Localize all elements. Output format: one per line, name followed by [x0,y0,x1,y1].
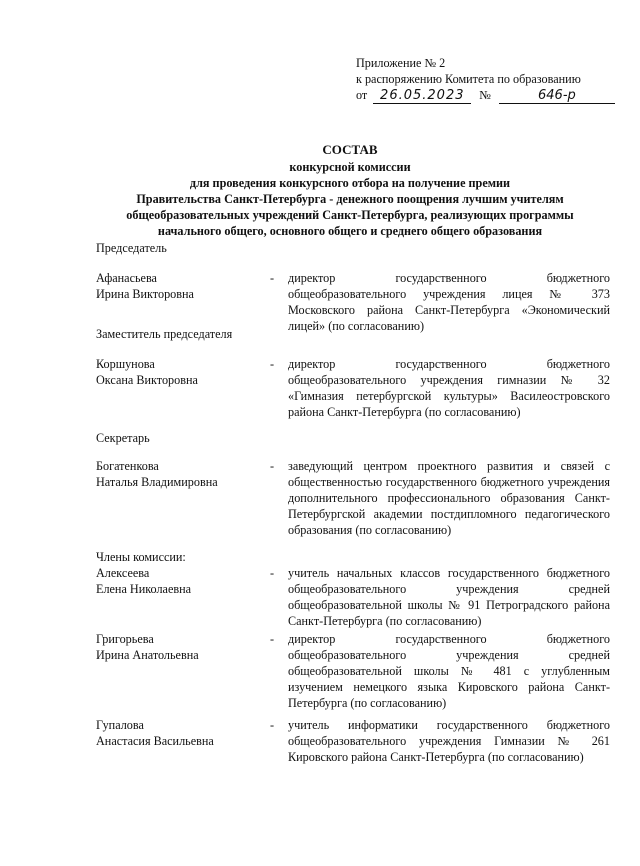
title-line-4: общеобразовательных учреждений Санкт-Петербурга, реализующих программы [126,208,574,222]
dash-separator: - [270,718,275,732]
member-description: учитель начальных классов государственного бюджетного общеобразовательного учреждения средней общеобразовательной школы № 91 Петроградского района Санкт-Петербурга (по согласованию) [288,566,610,628]
member-surname: Афанасьева [96,271,157,285]
member-name [96,458,266,490]
member-surname: Григорьева [96,632,154,646]
title-line-1: конкурсной комиссии [289,160,411,174]
member-name [96,270,266,302]
appendix-reference: к распоряжению Комитета по образованию [356,72,581,86]
title-line-5: начального общего, основного общего и среднего общего образования [157,224,543,238]
dash-separator: - [270,357,275,371]
member-given-name: Анастасия Васильевна [96,734,214,748]
member-given-name: Ирина Викторовна [96,287,194,301]
member-description: заведующий центром проектного развития и связей с общественностью государственного бюджетного учреждения дополнительного профессионального образования Санкт-Петербургской академии постдипломного педагогического образования (по согласованию) [288,459,610,537]
member-description: директор государственного бюджетного общеобразовательного учреждения лицея № 373 Московского района Санкт-Петербурга «Экономический лицей» (по согласованию) [288,271,610,333]
title-line-2: для проведения конкурсного отбора на получение премии [189,176,511,190]
dash-separator: - [270,566,275,580]
role-secretary: Секретарь [96,431,150,445]
member-surname: Коршунова [96,357,155,371]
member-surname: Алексеева [96,566,150,580]
role-deputy: Заместитель председателя [96,327,233,341]
title-main: СОСТАВ [322,142,378,157]
role-members: Члены комиссии: [96,550,186,564]
member-description: директор государственного бюджетного общеобразовательного учреждения средней общеобразовательной школы № 481 с углубленным изучением немецкого языка Кировского района Санкт-Петербурга (по согласованию) [288,632,610,710]
member-surname: Богатенкова [96,459,159,473]
number-prefix: № [479,88,491,102]
dash-separator: - [270,459,275,473]
appendix-title: Приложение № 2 [356,56,446,70]
member-name [96,717,266,749]
dash-separator: - [270,632,275,646]
member-name [96,565,266,597]
dash-separator: - [270,271,275,285]
member-given-name: Наталья Владимировна [96,475,218,489]
title-line-3: Правительства Санкт-Петербурга - денежного поощрения лучшим учителям [136,192,564,206]
appendix-block [356,55,616,104]
member-description: учитель информатики государственного бюджетного общеобразовательного учреждения Гимназии № 261 Кировского района Санкт-Петербурга (по согласованию) [288,718,610,764]
member-given-name: Елена Николаевна [96,582,192,596]
role-chair: Председатель [96,241,167,255]
member-name [96,631,266,663]
handwritten-date: 26.05.2023 [373,89,471,104]
member-given-name: Ирина Анатольевна [96,648,199,662]
member-name [96,356,266,388]
appendix-date-number-row [356,87,616,104]
member-surname: Гупалова [96,718,144,732]
handwritten-number: 646-р [499,89,615,104]
document-title [100,142,600,239]
member-given-name: Оксана Викторовна [96,373,198,387]
member-description: директор государственного бюджетного общеобразовательного учреждения гимназии № 32 «Гимназия петербургской культуры» Василеостровского района Санкт-Петербурга (по согласованию) [288,357,610,419]
date-prefix: от [356,88,368,102]
